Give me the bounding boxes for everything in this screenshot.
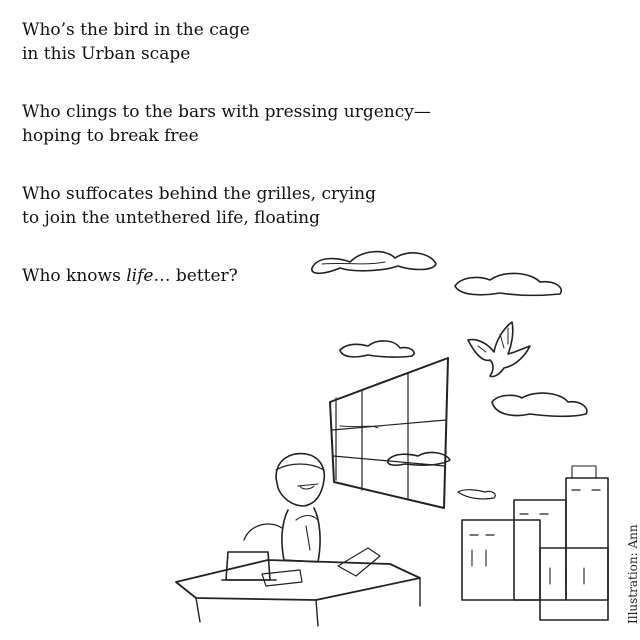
last-line-after: … better?: [153, 266, 238, 286]
laptop-icon: [222, 552, 276, 580]
poem-line: to join the untethered life, floating: [22, 208, 320, 228]
poem-line: hoping to break free: [22, 126, 199, 146]
poem-line: Who suffocates behind the grilles, crying: [22, 184, 376, 204]
bird-icon: [468, 322, 530, 377]
cloud: [492, 393, 587, 416]
desk: [176, 548, 420, 626]
last-line-emphasis: life: [126, 266, 154, 286]
cloud: [312, 252, 436, 274]
buildings: [462, 466, 608, 620]
last-line-before: Who knows: [22, 266, 127, 286]
window: [330, 358, 448, 508]
poem-line: Who’s the bird in the cage: [22, 20, 250, 40]
illustration-credit: Illustration: Ann: [626, 524, 640, 624]
poem-line: in this Urban scape: [22, 44, 191, 64]
cloud: [340, 341, 414, 357]
person: [244, 454, 324, 562]
cloud: [458, 490, 495, 499]
poem-line: Who clings to the bars with pressing urgency—: [22, 102, 431, 122]
cloud: [455, 273, 561, 295]
